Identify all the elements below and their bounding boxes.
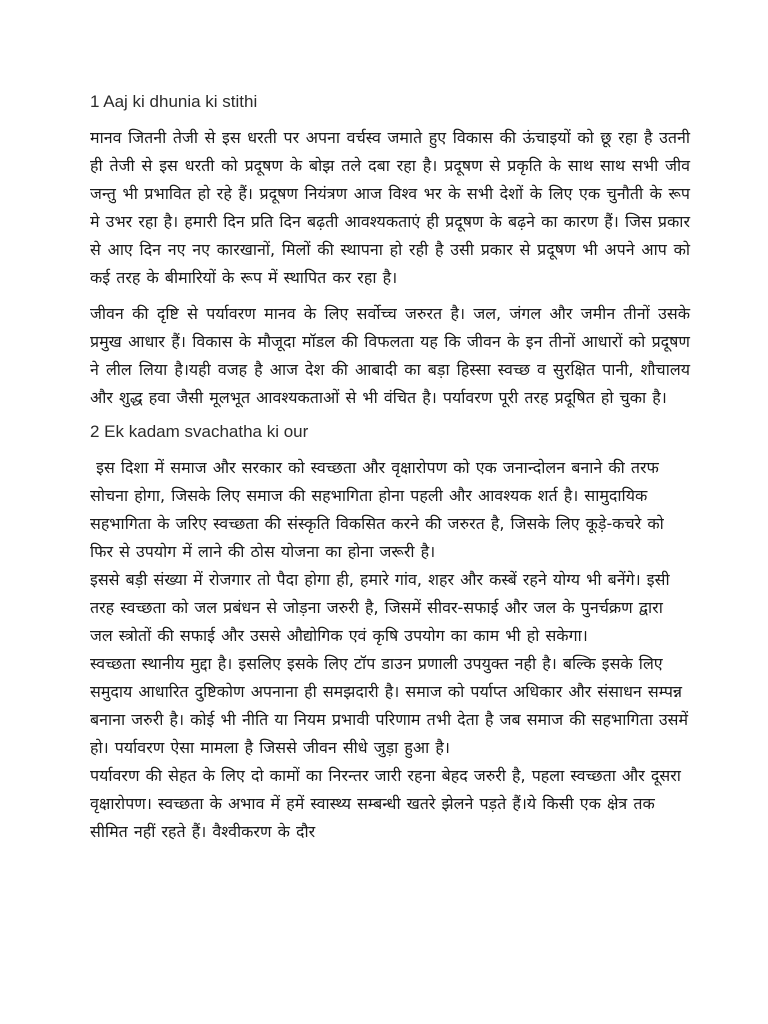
section-2-heading: 2 Ek kadam svachatha ki our [90,422,309,441]
section-2-paragraph-4: पर्यावरण की सेहत के लिए दो कामों का निरन्तर जारी रहना बेहद जरुरी है, पहला स्वच्छता और दूसरा वृक्षारोपण। स्वच्छता के अभाव में हमें स्वास्थ्य सम्बन्धी खतरे झेलने पड़ते हैं।ये किसी एक क्षेत्र तक सीमित नहीं रहते हैं। वैश्वीकरण के दौर [90,766,681,841]
section-2-paragraph-1: इस दिशा में समाज और सरकार को स्वच्छता और वृक्षारोपण को एक जनान्दोलन बनाने की तरफ सोचना होगा, जिसके लिए समाज की सहभागिता होना पहली और आवश्यक शर्त है। सामुदायिक सहभागिता के जरिए स्वच्छता की संस्कृति विकसित करने की जरुरत है, जिसके लिए कूड़े-कचरे को फिर से उपयोग में लाने की ठोस योजना का होना जरूरी है। [90,458,670,561]
section-2-paragraph-2: इससे बड़ी संख्या में रोजगार तो पैदा होगा ही, हमारे गांव, शहर और कस्बें रहने योग्य भी बनेंगे। इसी तरह स्वच्छता को जल प्रबंधन से जोड़ना जरुरी है, जिसमें सीवर-सफाई और जल के पुनर्चक्रण द्वारा जल स्त्रोतों की सफाई और उससे औद्योगिक एवं कृषि उपयोग का काम भी हो सकेगा। [90,570,670,645]
section-2-paragraph-3: स्वच्छता स्थानीय मुद्दा है। इसलिए इसके लिए टॉप डाउन प्रणाली उपयुक्त नही है। बल्कि इसके लिए समुदाय आधारित दुष्टिकोण अपनाना ही समझदारी है। समाज को पर्याप्त अधिकार और संसाधन सम्पन्न बनाना जरुरी है। कोई भी नीति या नियम प्रभावी परिणाम तभी देता है जब समाज की सहभागिता उसमें हो। पर्यावरण ऐसा मामला है जिससे जीवन सीधे जुड़ा हुआ है। [90,654,689,757]
section-1-paragraph-2: जीवन की दृष्टि से पर्यावरण मानव के लिए सर्वोच्च जरुरत है। जल, जंगल और जमीन तीनों उसके प्रमुख आधार हैं। विकास के मौजूदा मॉडल की विफलता यह कि जीवन के इन तीनों आधारों को प्रदूषण ने लील लिया है।यही वजह है आज देश की आबादी का बड़ा हिस्सा स्वच्छ व सुरक्षित पानी, शौचालय और शुद्ध हवा जैसी मूलभूत आवश्यकताओं से भी वंचित है। पर्यावरण पूरी तरह प्रदूषित हो चुका है। [90,304,690,407]
section-1-paragraph-1: मानव जितनी तेजी से इस धरती पर अपना वर्चस्व जमाते हुए विकास की ऊंचाइयों को छू रहा है उतनी ही तेजी से इस धरती को प्रदूषण के बोझ तले दबा रहा है। प्रदूषण से प्रकृति के साथ साथ सभी जीव जन्तु भी प्रभावित हो रहे हैं। प्रदूषण नियंत्रण आज विश्व भर के सभी देशों के लिए एक चुनौती के रूप मे उभर रहा है। हमारी दिन प्रति दिन बढ़ती आवश्यकताएं ही प्रदूषण के बढ़ने का कारण हैं। जिस प्रकार से आए दिन नए नए कारखानों, मिलों की स्थापना हो रही है उसी प्रकार से प्रदूषण भी अपने आप को कई तरह के बीमारियों के रूप में स्थापित कर रहा है। [90,128,690,287]
document-page [90,90,690,846]
section-1-heading: 1 Aaj ki dhunia ki stithi [90,92,258,111]
